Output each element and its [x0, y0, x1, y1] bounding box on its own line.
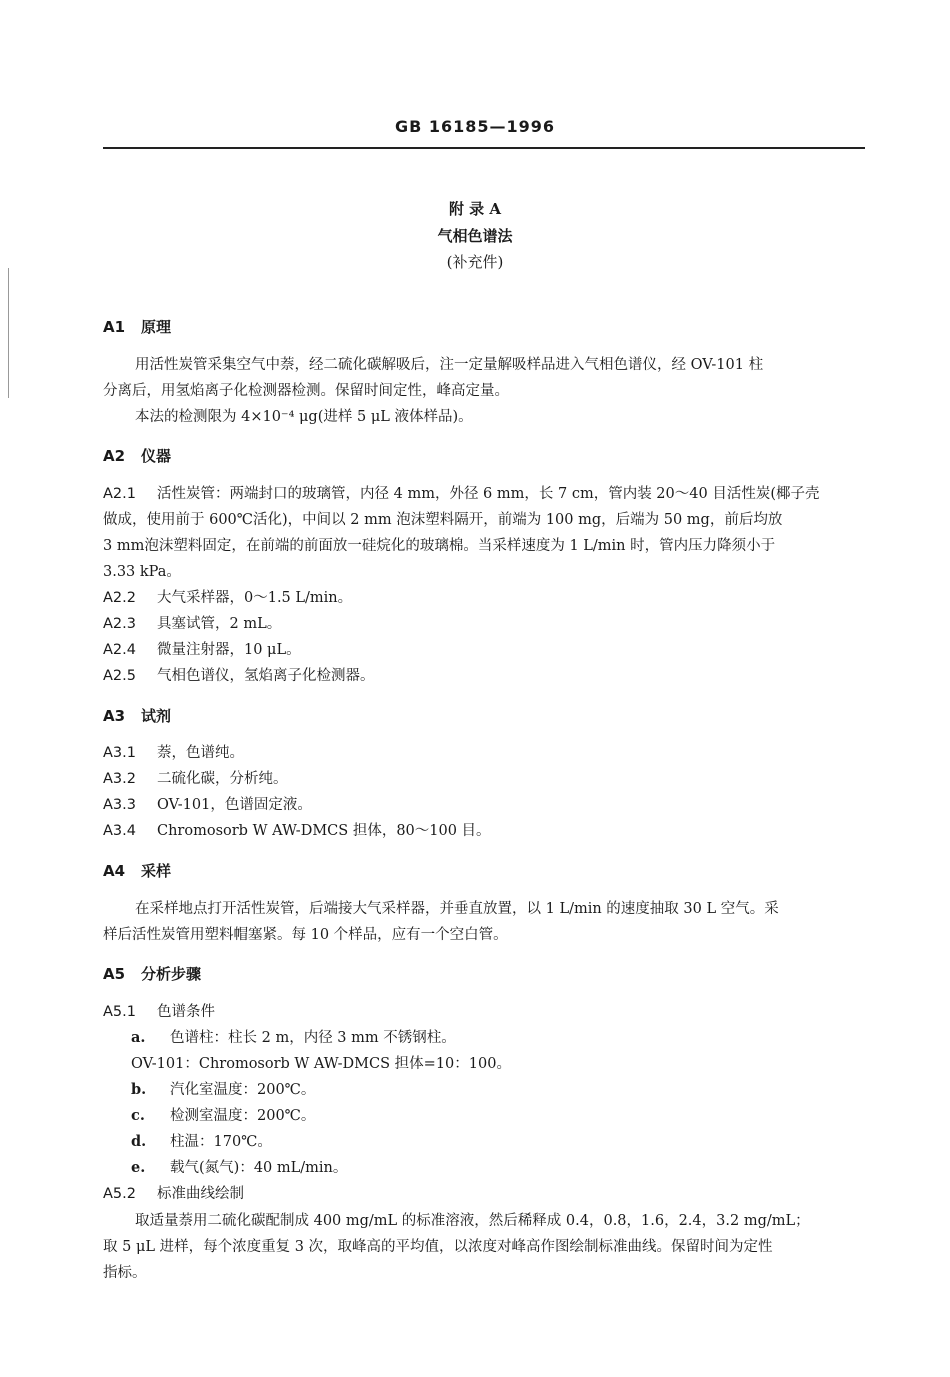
sub-item-letter: e. [131, 1159, 146, 1176]
a5-1-c-item [131, 1103, 315, 1129]
standard-number: GB 16185—1996 [394, 117, 556, 136]
item-number: A2.4 [103, 642, 136, 658]
item-text: 微量注射器，10 μL。 [157, 642, 301, 658]
section-a2-heading [103, 445, 171, 466]
item-number: A3.4 [103, 823, 136, 839]
section-a3-heading [103, 705, 171, 726]
item-text: 色谱条件 [157, 1004, 215, 1020]
a5-2-line-1: 取适量萘用二硫化碳配制成 400 mg/mL 的标准溶液，然后稀释成 0.4，0.8，1.6，2.4，3.2 mg/mL； [135, 1213, 810, 1229]
a3-4-item [103, 818, 491, 844]
a1-line-2: 分离后，用氢焰离子化检测器检测。保留时间定性，峰高定量。 [103, 383, 509, 399]
section-title: 仪器 [141, 447, 172, 465]
a2-2-item [103, 585, 352, 611]
section-title: 原理 [141, 318, 172, 336]
section-title: 试剂 [141, 707, 172, 725]
a3-3-item [103, 792, 312, 818]
a2-1-line-2: 做成，使用前于 600℃活化)，中间以 2 mm 泡沫塑料隔开，前端为 100 mg，后端为 50 mg，前后均放 [103, 512, 783, 528]
item-text: 具塞试管，2 mL。 [157, 616, 282, 632]
a2-5-item [103, 663, 375, 689]
section-a5-heading [103, 963, 201, 984]
item-number: A2.2 [103, 590, 136, 606]
a5-1-e-item [131, 1155, 347, 1181]
a3-1-item [103, 740, 244, 766]
section-title: 采样 [141, 862, 172, 880]
sub-item-text: 色谱柱：柱长 2 m，内径 3 mm 不锈钢柱。 [170, 1030, 456, 1046]
sub-item-text: 汽化室温度：200℃。 [170, 1082, 316, 1098]
a2-1-line-4: 3.33 kPa。 [103, 564, 181, 580]
a5-1-b-item [131, 1077, 315, 1103]
sub-item-letter: c. [131, 1107, 145, 1124]
a5-1-ratio: OV-101：Chromosorb W AW-DMCS 担体=10：100。 [131, 1056, 511, 1072]
sub-item-letter: b. [131, 1081, 147, 1098]
a2-4-item [103, 637, 301, 663]
item-text: 标准曲线绘制 [157, 1186, 244, 1202]
sub-item-text: 载气(氮气)：40 mL/min。 [170, 1160, 348, 1176]
appendix-title: 气相色谱法 [437, 227, 513, 245]
sub-item-letter: a. [131, 1029, 146, 1046]
section-a4-heading [103, 860, 171, 881]
a2-1-line-3: 3 mm泡沫塑料固定，在前端的前面放一硅烷化的玻璃棉。当采样速度为 1 L/min 时，管内压力降须小于 [103, 538, 776, 554]
section-number: A4 [103, 862, 126, 880]
appendix-note: (补充件) [446, 253, 504, 271]
item-text: 气相色谱仪，氢焰离子化检测器。 [157, 668, 375, 684]
item-number: A2.3 [103, 616, 136, 632]
item-text: Chromosorb W AW-DMCS 担体，80～100 目。 [157, 823, 491, 839]
item-number: A3.3 [103, 797, 136, 813]
a2-3-item [103, 611, 281, 637]
header-rule [103, 147, 865, 149]
item-text: 大气采样器，0～1.5 L/min。 [157, 590, 353, 606]
a5-1-item [103, 999, 215, 1025]
section-number: A5 [103, 965, 126, 983]
sub-item-text: 检测室温度：200℃。 [170, 1108, 316, 1124]
section-a1-heading [103, 316, 171, 337]
a1-line-1: 用活性炭管采集空气中萘，经二硫化碳解吸后，注一定量解吸样品进入气相色谱仪，经 OV-101 柱 [135, 357, 764, 373]
a2-1-item [103, 481, 819, 507]
scan-margin-line [8, 268, 9, 398]
item-number: A2.5 [103, 668, 136, 684]
item-text: 活性炭管：两端封口的玻璃管，内径 4 mm，外径 6 mm，长 7 cm，管内装 20～40 目活性炭(椰子壳 [157, 486, 820, 502]
item-number: A5.1 [103, 1004, 136, 1020]
item-number: A5.2 [103, 1186, 136, 1202]
item-number: A3.2 [103, 771, 136, 787]
item-text: OV-101，色谱固定液。 [157, 797, 312, 813]
item-number: A2.1 [103, 486, 136, 502]
item-number: A3.1 [103, 745, 136, 761]
a5-1-a-item [131, 1025, 456, 1051]
a5-2-item [103, 1181, 244, 1207]
a1-line-3: 本法的检测限为 4×10⁻⁴ μg(进样 5 μL 液体样品)。 [135, 409, 473, 425]
appendix-label: 附 录 A [448, 200, 502, 218]
item-text: 二硫化碳，分析纯。 [157, 771, 288, 787]
item-text: 萘，色谱纯。 [157, 745, 244, 761]
section-number: A2 [103, 447, 126, 465]
section-title: 分析步骤 [141, 965, 202, 983]
a5-1-d-item [131, 1129, 272, 1155]
section-number: A3 [103, 707, 126, 725]
sub-item-text: 柱温：170℃。 [170, 1134, 272, 1150]
section-number: A1 [103, 318, 126, 336]
a5-2-line-3: 指标。 [103, 1265, 147, 1281]
a4-line-2: 样后活性炭管用塑料帽塞紧。每 10 个样品，应有一个空白管。 [103, 927, 508, 943]
a3-2-item [103, 766, 288, 792]
a5-2-line-2: 取 5 μL 进样，每个浓度重复 3 次，取峰高的平均值，以浓度对峰高作图绘制标准曲线。保留时间为定性 [103, 1239, 773, 1255]
a4-line-1: 在采样地点打开活性炭管，后端接大气采样器，并垂直放置，以 1 L/min 的速度抽取 30 L 空气。采 [135, 901, 779, 917]
sub-item-letter: d. [131, 1133, 147, 1150]
